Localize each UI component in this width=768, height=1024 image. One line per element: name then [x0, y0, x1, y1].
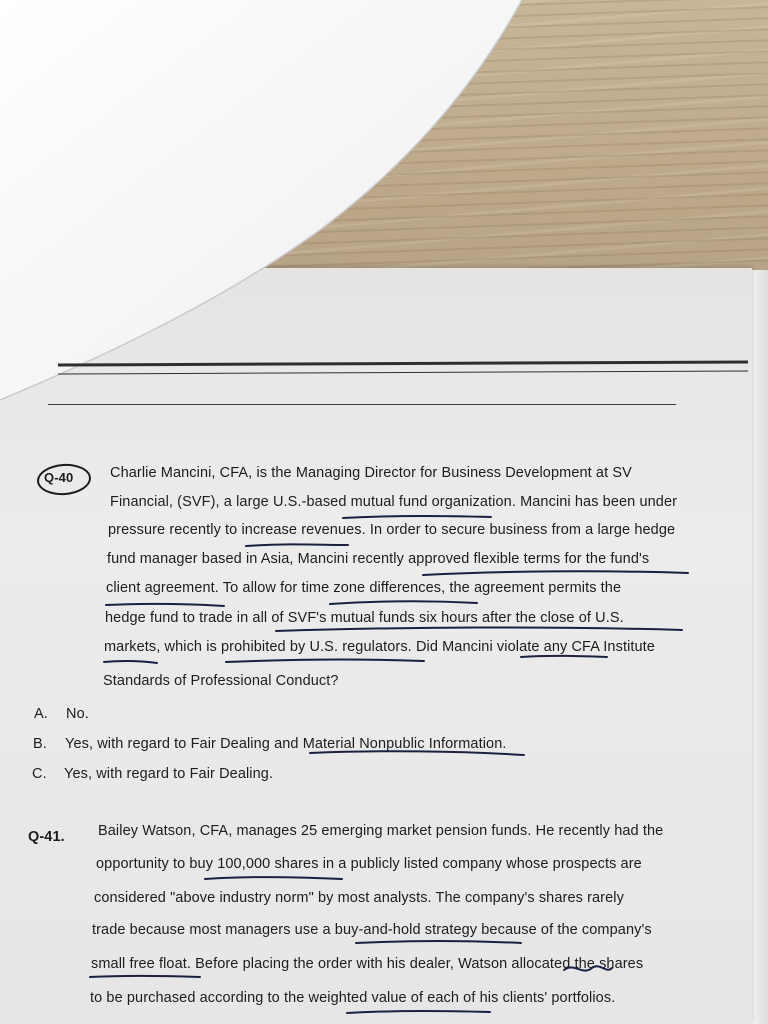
wooden-table-background: [0, 0, 768, 290]
option-a-letter: A.: [34, 706, 48, 722]
q40-line-3: pressure recently to increase revenues. In order to secure business from a large hedge: [108, 522, 676, 538]
q41-line-1: Bailey Watson, CFA, manages 25 emerging market pension funds. He recently had the: [98, 823, 664, 839]
q41-line-5: small free float. Before placing the order with his dealer, Watson allocated the shares: [91, 956, 644, 972]
q41-line-4: trade because most managers use a buy-and-hold strategy because of the company's: [92, 922, 652, 938]
q40-line-2: Financial, (SVF), a large U.S.-based mutual fund organization. Mancini has been under: [110, 494, 678, 510]
q40-number: Q-40: [44, 470, 74, 485]
header-rule-thin: [48, 404, 676, 405]
q40-line-1: Charlie Mancini, CFA, is the Managing Director for Business Development at SV: [110, 465, 632, 481]
option-b-text: Yes, with regard to Fair Dealing and Material Nonpublic Information.: [65, 736, 507, 752]
q40-line-6: hedge fund to trade in all of SVF's mutual funds six hours after the close of U.S.: [105, 610, 624, 626]
q40-line-5: client agreement. To allow for time zone differences, the agreement permits the: [106, 580, 622, 596]
q41-line-2: opportunity to buy 100,000 shares in a publicly listed company whose prospects are: [96, 856, 642, 872]
q41-number: Q-41.: [28, 829, 65, 845]
q40-line-7: markets, which is prohibited by U.S. regulators. Did Mancini violate any CFA Institute: [104, 639, 655, 655]
q40-line-8: Standards of Professional Conduct?: [103, 673, 339, 689]
option-c-text: Yes, with regard to Fair Dealing.: [64, 766, 274, 782]
option-b-letter: B.: [33, 736, 47, 752]
option-a-text: No.: [66, 706, 89, 722]
q40-line-4: fund manager based in Asia, Mancini recently approved flexible terms for the fund's: [107, 551, 650, 567]
q41-line-3: considered "above industry norm" by most analysts. The company's shares rarely: [94, 890, 624, 906]
q41-line-6: to be purchased according to the weighted value of each of his clients' portfolios.: [90, 990, 616, 1006]
option-c-letter: C.: [32, 766, 47, 782]
